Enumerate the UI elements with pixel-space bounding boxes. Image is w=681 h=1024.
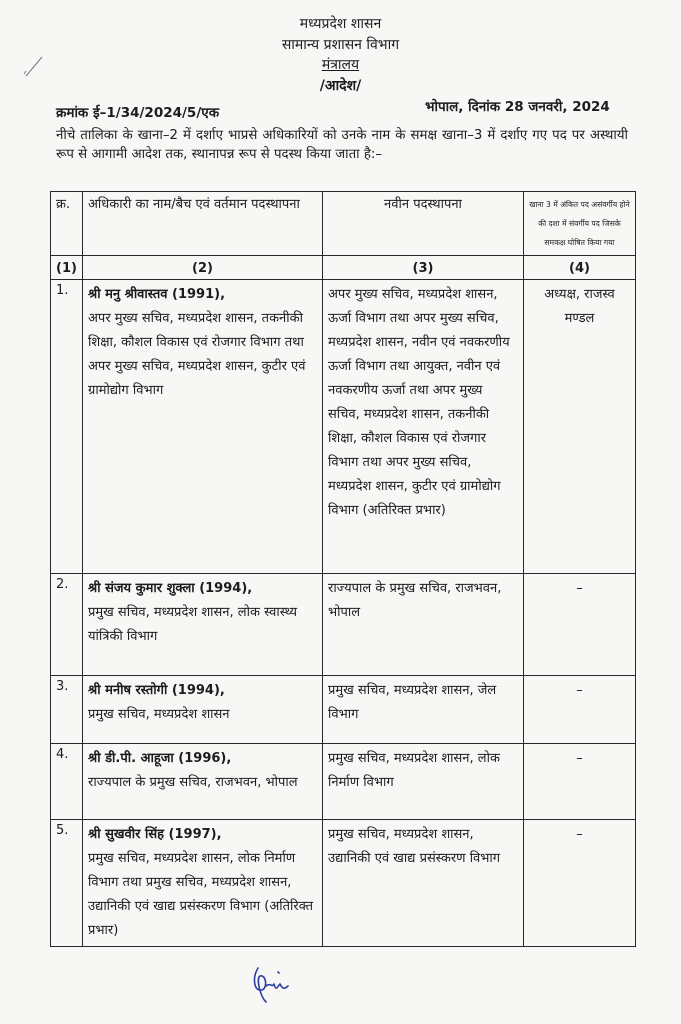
table-row [51, 280, 636, 574]
header-new-posting: नवीन पदस्थापना [323, 192, 524, 256]
officer-name: श्री संजय कुमार शुक्ला (1994), [88, 581, 253, 596]
header-equivalent-post: खाना 3 में अंकित पद असंवर्गीय होने की दशा में संवर्गीय पद जिसके समकक्ष घोषित किया गया [524, 192, 636, 256]
table-row [51, 820, 636, 947]
posting-table [50, 191, 636, 947]
header-order-label: /आदेश/ [319, 77, 362, 94]
column-number-row [51, 256, 636, 280]
header-secretariat: मंत्रालय [321, 57, 360, 73]
officer-name: श्री मनीष रस्तोगी (1994), [88, 683, 225, 698]
equivalent-post: – [524, 820, 636, 947]
header-officer: अधिकारी का नाम/बैच एवं वर्तमान पदस्थापना [83, 192, 323, 256]
officer-name: श्री मनु श्रीवास्तव (1991), [88, 287, 226, 302]
equivalent-post: – [524, 676, 636, 744]
intro-paragraph: नीचे तालिका के खाना–2 में दर्शाए भाप्रसे अधिकारियों को उनके नाम के समक्ष खाना–3 में दर्शाए गए पद पर अस्थायी रूप से आगामी आदेश तक, स्थानापन्न रूप से पदस्थ किया जाता है:– [56, 128, 628, 162]
column-number: (2) [83, 256, 323, 280]
table-header-row [51, 192, 636, 256]
officer-name: श्री डी.पी. आहूजा (1996), [88, 751, 232, 766]
new-posting: राज्यपाल के प्रमुख सचिव, राजभवन, भोपाल [323, 574, 524, 676]
row-serial: 3. [51, 676, 83, 744]
place-date: भोपाल, दिनांक 28 जनवरी, 2024 [425, 99, 610, 115]
officer-cell [83, 744, 323, 820]
column-number: (4) [524, 256, 636, 280]
officer-name: श्री सुखवीर सिंह (1997), [88, 827, 222, 842]
officer-cell [83, 574, 323, 676]
table-row [51, 744, 636, 820]
pen-mark [22, 54, 46, 80]
document-header [0, 14, 681, 96]
equivalent-post: – [524, 744, 636, 820]
signature [248, 962, 296, 1006]
new-posting: प्रमुख सचिव, मध्यप्रदेश शासन, उद्यानिकी एवं खाद्य प्रसंस्करण विभाग [323, 820, 524, 947]
new-posting: अपर मुख्य सचिव, मध्यप्रदेश शासन, ऊर्जा विभाग तथा अपर मुख्य सचिव, मध्यप्रदेश शासन, नवीन एवं नवकरणीय ऊर्जा विभाग तथा आयुक्त, नवीन एवं नवकरणीय ऊर्जा तथा अपर मुख्य सचिव, मध्यप्रदेश शासन, तकनीकी शिक्षा, कौशल विकास एवं रोजगार विभाग तथा अपर मुख्य सचिव, मध्यप्रदेश शासन, कुटीर एवं ग्रामोद्योग विभाग (अतिरिक्त प्रभार) [323, 280, 524, 574]
row-serial: 2. [51, 574, 83, 676]
new-posting: प्रमुख सचिव, मध्यप्रदेश शासन, जेल विभाग [323, 676, 524, 744]
current-posting: प्रमुख सचिव, मध्यप्रदेश शासन, लोक स्वास्थ्य यांत्रिकी विभाग [88, 605, 298, 644]
current-posting: प्रमुख सचिव, मध्यप्रदेश शासन [88, 707, 230, 722]
row-serial: 4. [51, 744, 83, 820]
current-posting: अपर मुख्य सचिव, मध्यप्रदेश शासन, तकनीकी शिक्षा, कौशल विकास एवं रोजगार विभाग तथा अपर मुख्य सचिव, मध्यप्रदेश शासन, कुटीर एवं ग्रामोद्योग विभाग [88, 311, 306, 398]
header-serial: क्र. [51, 192, 83, 256]
officer-cell [83, 280, 323, 574]
header-government: मध्यप्रदेश शासन [299, 16, 382, 32]
officer-cell [83, 820, 323, 947]
column-number: (3) [323, 256, 524, 280]
row-serial: 1. [51, 280, 83, 574]
equivalent-post: – [524, 574, 636, 676]
column-number: (1) [51, 256, 83, 280]
row-serial: 5. [51, 820, 83, 947]
new-posting: प्रमुख सचिव, मध्यप्रदेश शासन, लोक निर्माण विभाग [323, 744, 524, 820]
order-number: क्रमांक ई–1/34/2024/5/एक [56, 105, 220, 121]
officer-cell [83, 676, 323, 744]
current-posting: प्रमुख सचिव, मध्यप्रदेश शासन, लोक निर्माण विभाग तथा प्रमुख सचिव, मध्यप्रदेश शासन, उद्यानिकी एवं खाद्य प्रसंस्करण विभाग (अतिरिक्त प्रभार) [88, 851, 314, 938]
header-department: सामान्य प्रशासन विभाग [281, 36, 400, 53]
current-posting: राज्यपाल के प्रमुख सचिव, राजभवन, भोपाल [88, 775, 298, 790]
table-row [51, 574, 636, 676]
table-row [51, 676, 636, 744]
equivalent-post: अध्यक्ष, राजस्व मण्डल [524, 280, 636, 574]
